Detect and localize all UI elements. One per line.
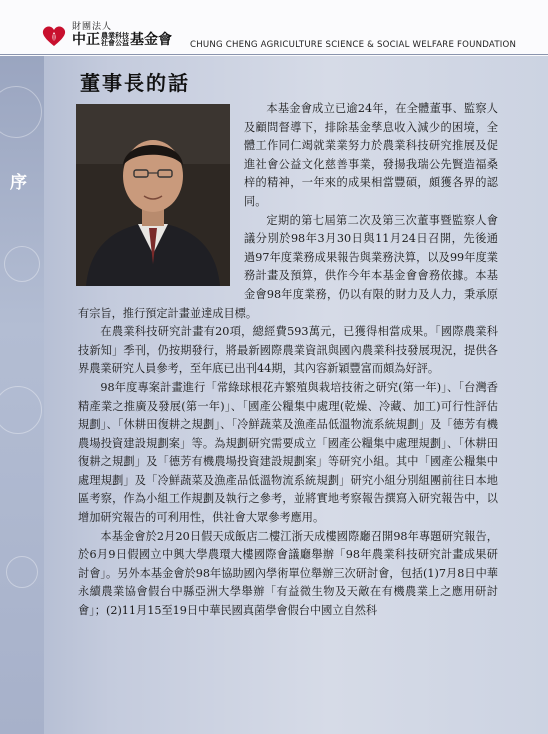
paragraph-2: 定期的第七屆第二次及第三次董事暨監察人會議分別於98年3月30日與11月24日召開，先後通過97年度業務成果報告與業務決算，以及99年度業務計畫及預算，供作今年本基金會會務依據。本基金會98年度業務，仍以有限的財力及人力，秉承原有宗旨，推行預定計畫並達成目標。 <box>78 213 498 320</box>
org-prefix: 財團法人 <box>72 22 113 32</box>
header-divider <box>0 54 548 55</box>
section-label: 序 <box>10 173 27 193</box>
photo-spacer <box>78 100 244 290</box>
org-name-small <box>101 33 129 47</box>
paragraph-1: 本基金會成立已逾24年，在全體董事、監察人及顧問督導下，排除基金孳息收入減少的困境，全體工作同仁竭就業業努力於農業科技研究推展及促進社會公益文化慈善事業，發揚我瑞公先賢造福桑梓的精神，一年來的成果相當豐碩，頗獲各界的認同。 <box>244 102 498 208</box>
paragraph-5: 本基金會於2月20日假天成飯店二樓江浙天成樓國際廳召開98年專題研究報告，於6月9日假國立中興大學農環大樓國際會議廳舉辦「98年農業科技研究計畫成果研討會」。另外本基金會於98年協助國內學術單位舉辦三次研討會，包括(1)7月8日中華永續農業協會假台中縣亞洲大學舉辦「有益微生物及天敵在有機農業上之應用研討會」；(2)11月15至19日中華民國真菌學會假台中國立自然科 <box>78 529 498 618</box>
org-name-a: 中正 <box>72 32 100 48</box>
org-english-name: CHUNG CHENG AGRICULTURE SCIENCE & SOCIAL WELFARE FOUNDATION <box>190 40 517 50</box>
org-small-2: 社會公益 <box>101 39 129 47</box>
heart-leaf-logo-icon <box>40 24 68 48</box>
floral-decoration <box>0 86 42 138</box>
page-title: 董事長的話 <box>80 71 190 95</box>
floral-decoration <box>6 556 38 588</box>
org-name-b: 基金會 <box>130 32 172 48</box>
paragraph-3: 在農業科技研究計畫有20項，總經費593萬元，已獲得相當成果。「國際農業科技新知」季刊，仍按期發行，將最新國際農業資訊與國內農業科技發展現況，提供各界農業研究人員參考，至年底已出刊44期，其內容新穎豐富而頗為好評。 <box>78 325 498 376</box>
paragraph-4: 98年度專案計畫進行「常綠球根花卉繁殖與栽培技術之研究(第一年)」、「台灣香精產業之推廣及發展(第一年)」、「國產公糧集中處理(乾燥、冷藏、加工)可行性評估規劃」、「休耕田復耕之規劃」、「冷鮮蔬菜及漁產品低溫物流系統規劃」及「德芳有機農場投資建設規劃案」等。為規劃研究需要成立「國產公糧集中處理規劃」、「休耕田復耕之規劃」及「德芳有機農場投資建設規劃案」等研究小組。其中「國產公糧集中處理規劃」及「冷鮮蔬菜及漁產品低溫物流系統規劃」研究小組分別組團前往日本地區考察，作為小組工作規劃及執行之參考，並將實地考察報告撰寫入研究報告中，以增加研究報告的可利用性，供社會大眾參考應用。 <box>78 380 498 525</box>
org-small-1: 農業科技 <box>101 32 129 40</box>
header <box>0 0 548 56</box>
floral-decoration <box>0 386 42 434</box>
org-name <box>72 32 172 48</box>
article-body <box>78 100 498 621</box>
sidebar <box>0 56 44 734</box>
floral-decoration <box>4 246 40 282</box>
content-area <box>44 56 508 734</box>
